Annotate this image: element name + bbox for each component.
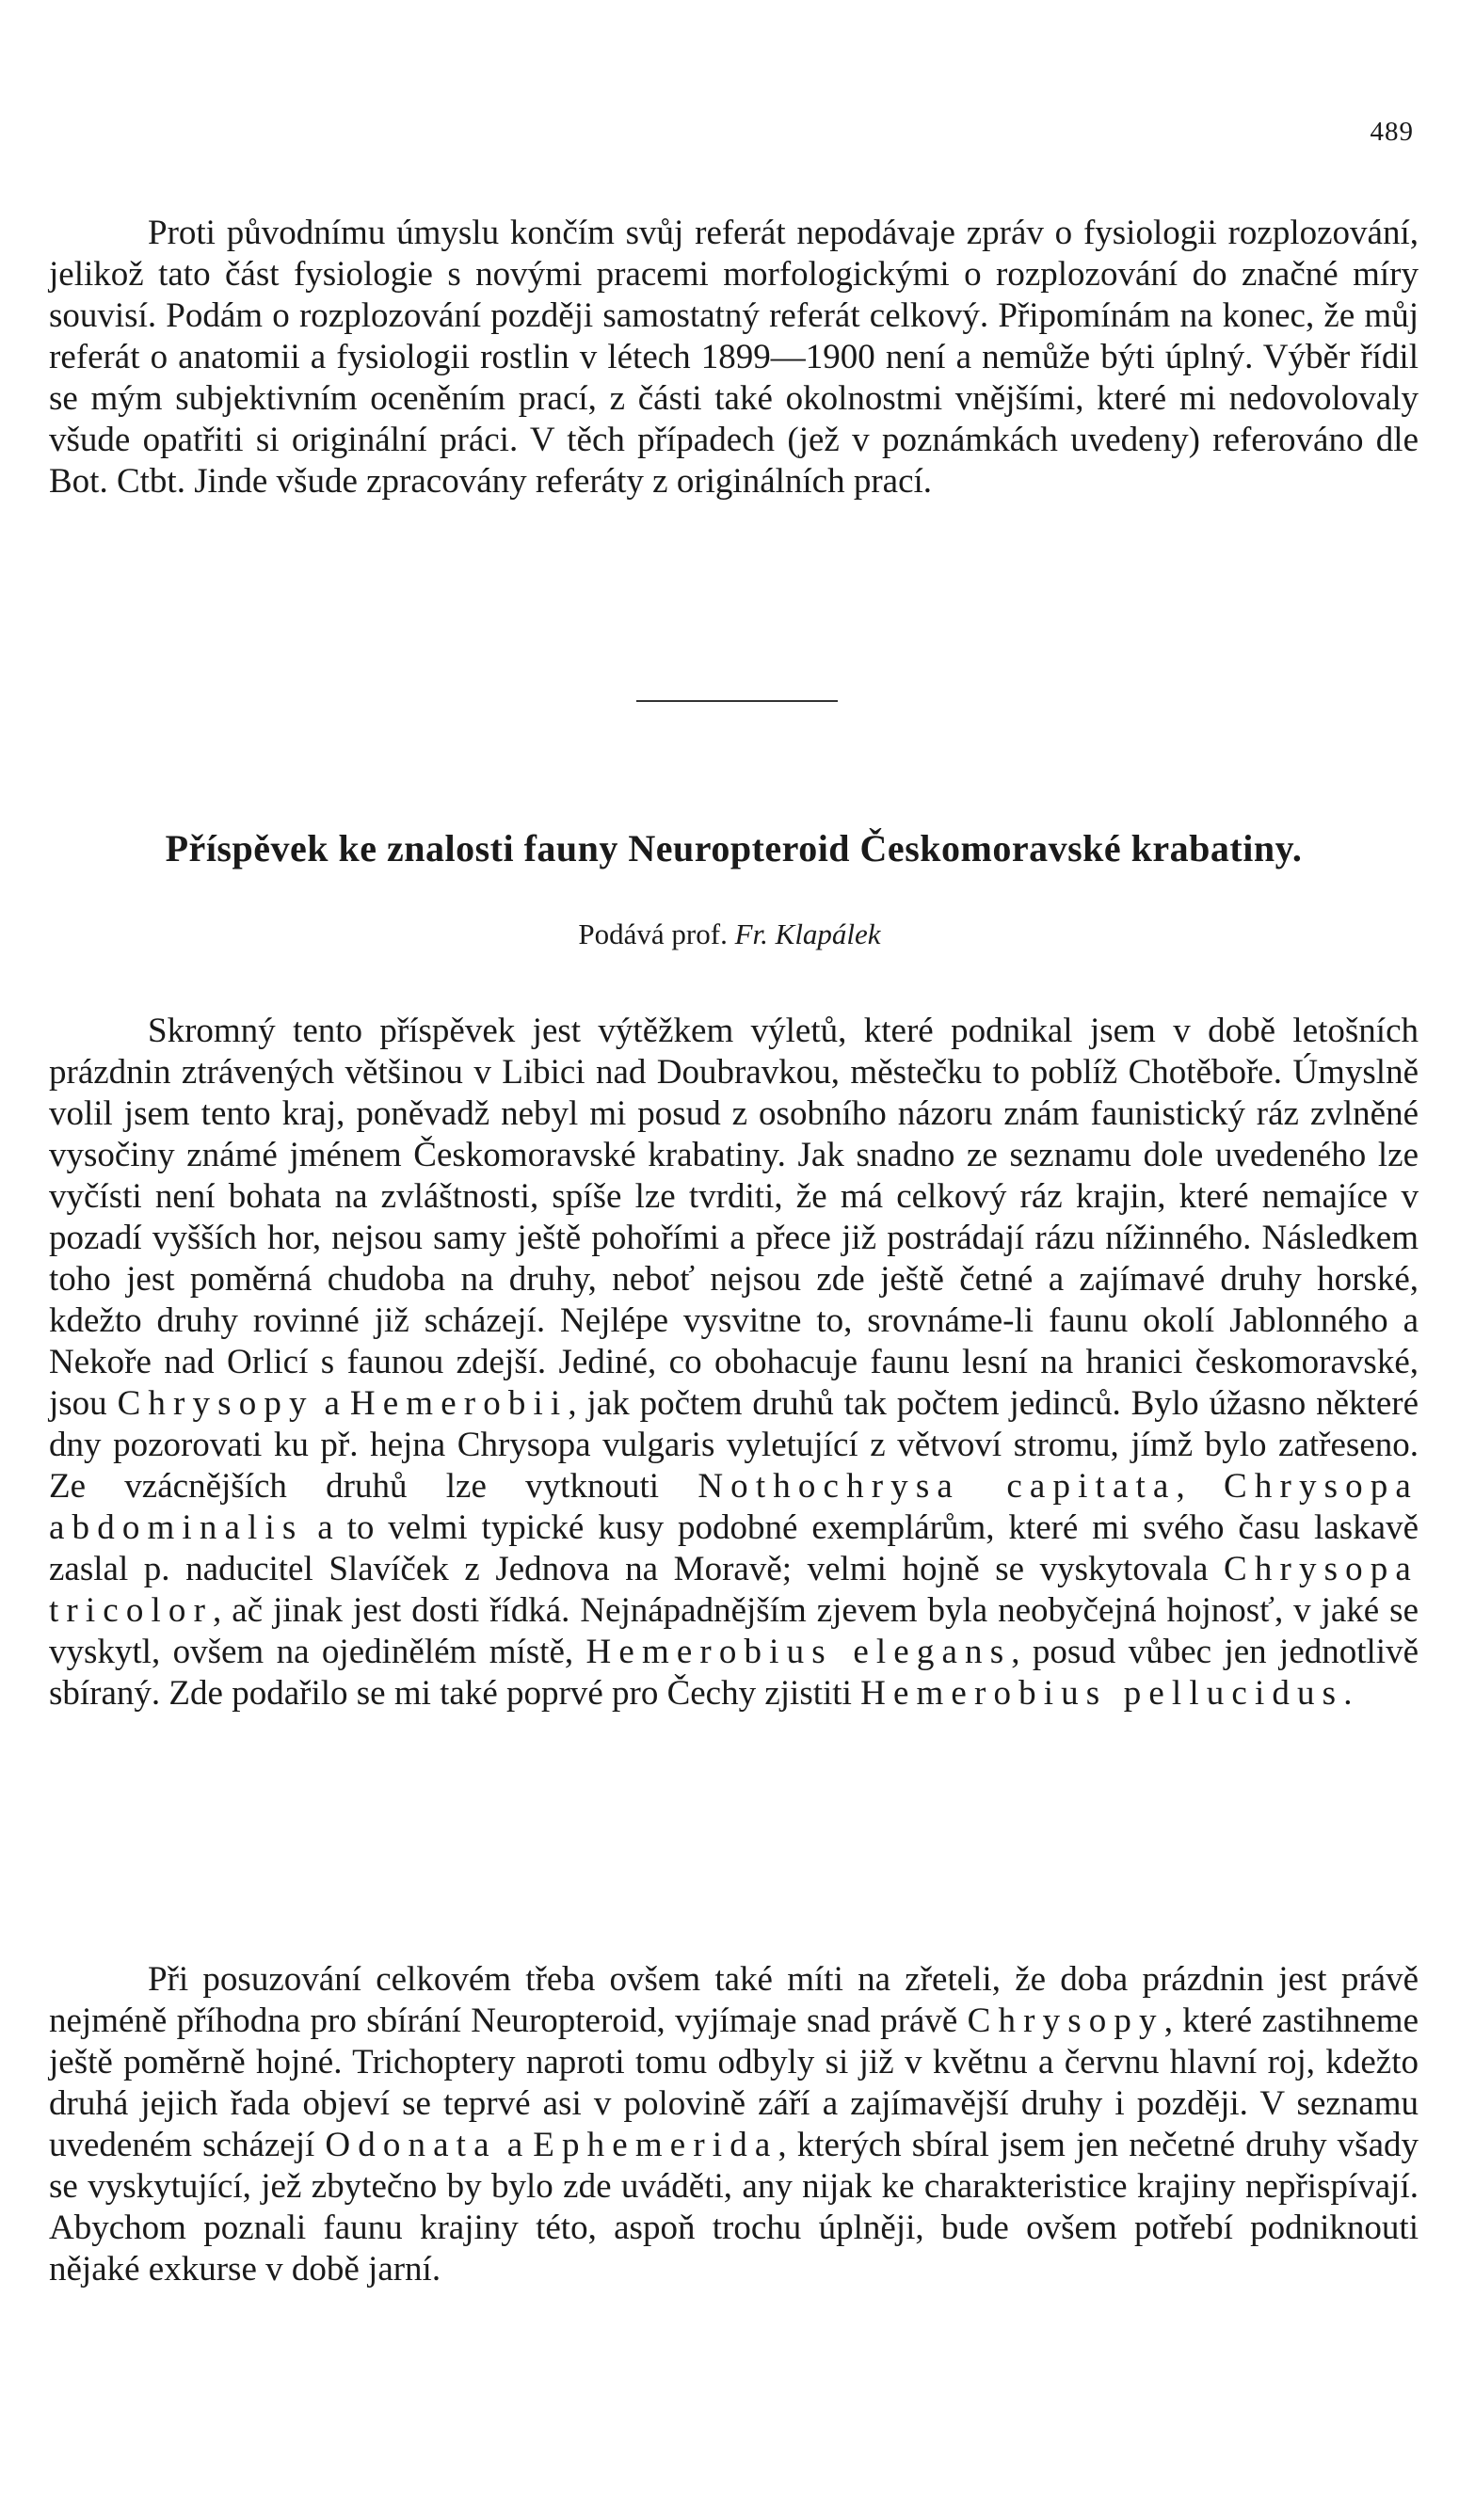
taxon-name: Hemerobius elegans xyxy=(585,1633,1012,1671)
article-title: Příspěvek ke znalosti fauny Neuropteroid Českomoravské krabatiny. xyxy=(165,827,1303,869)
byline-author: Fr. Klapálek xyxy=(734,917,881,950)
byline xyxy=(0,917,1459,951)
p1-text: a xyxy=(313,1384,350,1423)
p1-text: , posud vůbec jen jednotlivě sbíraný. Zde podařilo se mi také poprvé pro Čechy zjistiti xyxy=(49,1633,1419,1713)
taxon-name: Ephemerida xyxy=(533,2126,778,2164)
taxon-name: Odonata xyxy=(325,2126,497,2164)
taxon-name: Chrysopy xyxy=(967,2002,1164,2040)
p1-text: , xyxy=(1176,1467,1225,1506)
article-paragraph-1 xyxy=(49,1011,1419,1715)
p1-text: , ač jinak jest dosti řídká. Nejnápadnějším zjevem byla neobyčejná hojnosť, v jaké se vyskytl, ovšem na ojedinělém místě, xyxy=(49,1591,1419,1671)
intro-paragraph: Proti původnímu úmyslu končím svůj referát nepodávaje zpráv o fysiologii rozplozování, jelikož tato část fysiologie s novými pracemi morfologickými o rozplozování do značné míry souvisí. Podám o rozplozování později samostatný referát celkový. Připomínám na konec, že můj referát o anatomii a fysiologii rostlin v létech 1899—1900 není a nemůže býti úplný. Výběr řídil se mým subjektivním oceněním prací, z části také okolnostmi vnějšími, které mi nedovolovaly všude opatřiti si originální práci. V těch případech (jež v poznámkách uvedeny) referováno dle Bot. Ctbt. Jinde všude zpracovány referáty z originálních prací. xyxy=(49,214,1419,501)
taxon-name: Chrysopa tricolor xyxy=(49,1550,1419,1630)
p2-text: Při posuzování celkovém třeba ovšem také míti na zřeteli, že doba prázdnin jest právě nejméně příhodna pro sbírání Neuropteroid, vyjímaje snad právě xyxy=(49,1960,1419,2040)
byline-prefix: Podává prof. xyxy=(578,917,728,950)
p1-text: Skromný tento příspěvek jest výtěžkem výletů, které podnikal jsem v době letošních prázdnin ztrávených většinou v Libici nad Doubravkou, městečku to poblíž Chotěboře. Úmyslně volil jsem tento kraj, poněvadž nebyl mi posud z osobního názoru znám faunistický ráz zvlněné vysočiny známé jménem Českomoravské krabatiny. Jak snadno ze seznamu dole uvedeného lze vyčísti není bohata na zvláštnosti, spíše lze tvrditi, že má celkový ráz krajin, které nemajíce v pozadí vyšších hor, nejsou samy ještě pohořími a přece již postrádají rázu nížinného. Následkem toho jest poměrná chudoba na druhy, neboť nejsou zde ještě četné a zajímavé druhy horské, kdežto druhy rovinné již scházejí. Nejlépe vysvitne to, srovnáme-li faunu okolí Jablonného a Nekoře nad Orlicí s faunou zdejší. Jediné, co obohacuje faunu lesní na hranici českomoravské, jsou xyxy=(49,1012,1419,1423)
taxon-name: Chrysopy xyxy=(117,1384,314,1423)
section-divider xyxy=(636,700,838,702)
p2-text: a xyxy=(496,2126,534,2164)
taxon-name: Hemerobii xyxy=(349,1384,569,1423)
taxon-name: Nothochrysa capitata xyxy=(697,1467,1177,1506)
article-paragraph-2 xyxy=(49,1959,1419,2290)
taxon-name: Hemerobius pellucidus xyxy=(860,1674,1344,1713)
p1-text: . xyxy=(1343,1674,1353,1713)
p2-text: , které zastihneme ještě poměrně hojné. Trichoptery naproti tomu odbyly si již v květnu a červnu hlavní roj, kdežto druhá jejich řada objeví se teprvé asi v polovině září a zajímavější druhy i později. V seznamu uvedeném scházejí xyxy=(49,2002,1419,2164)
p1-text: a to velmi typické kusy podobné exemplárům, které mi svého času laskavě zaslal p. naducitel Slavíček z Jednova na Moravě; velmi hojně se vyskytovala xyxy=(49,1508,1419,1588)
p1-text: , jak počtem druhů tak počtem jedinců. Bylo úžasno některé dny pozorovati ku př. hejna Chrysopa vulgaris vyletující z větvoví stromu, jímž bylo zatřeseno. Ze vzácnějších druhů lze vytknouti xyxy=(49,1384,1419,1506)
page-number: 489 xyxy=(1370,117,1414,147)
p2-text: , kterých sbíral jsem jen nečetné druhy všady se vyskytující, jež zbytečno by bylo zde uváděti, any nijak ke charakteristice krajiny nepřispívají. Abychom poznali faunu krajiny této, aspoň trochu úplněji, bude ovšem potřebí podniknouti nějaké exkurse v době jarní. xyxy=(49,2126,1419,2289)
taxon-name: Chrysopa abdominalis xyxy=(49,1467,1419,1547)
